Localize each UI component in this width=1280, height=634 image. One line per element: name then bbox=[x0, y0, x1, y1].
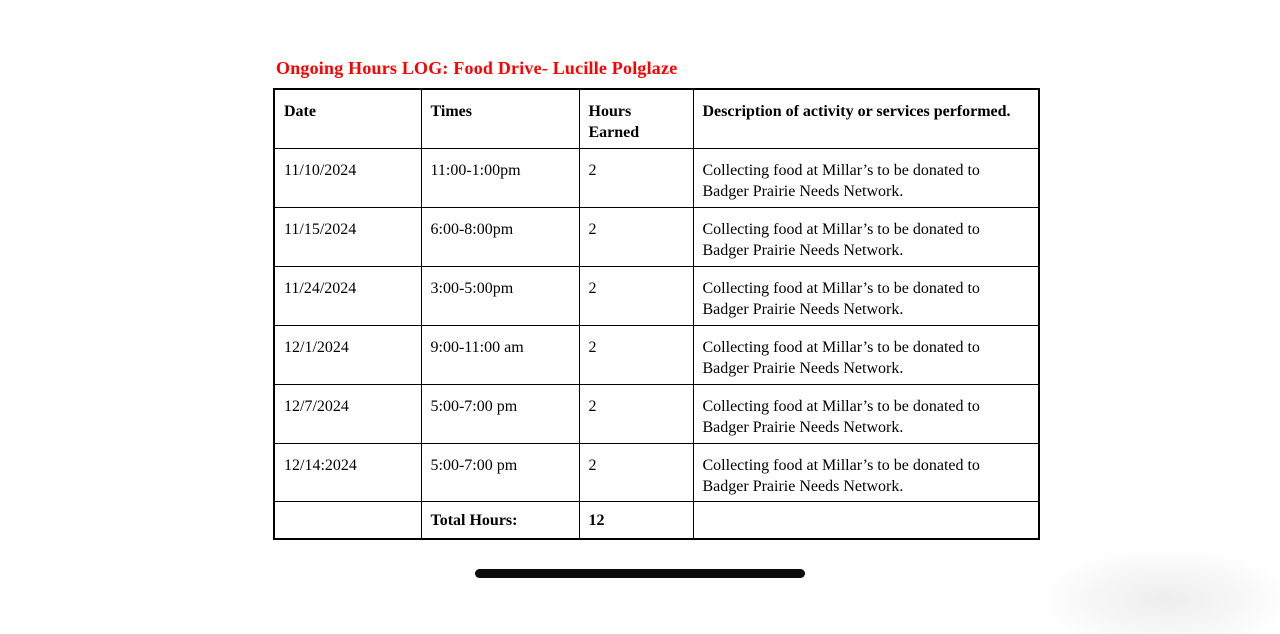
home-indicator-bar[interactable] bbox=[475, 569, 805, 578]
cell-date: 12/14:2024 bbox=[274, 443, 421, 501]
header-description: Description of activity or services performed. bbox=[693, 89, 1039, 148]
cell-times: 6:00-8:00pm bbox=[421, 207, 579, 266]
table-row bbox=[274, 266, 1039, 325]
table-row bbox=[274, 148, 1039, 207]
cell-date: 11/15/2024 bbox=[274, 207, 421, 266]
cell-description: Collecting food at Millar’s to be donated to Badger Prairie Needs Network. bbox=[693, 325, 1039, 384]
table-row bbox=[274, 443, 1039, 501]
hours-log-table bbox=[273, 88, 1040, 540]
cell-date: 11/24/2024 bbox=[274, 266, 421, 325]
total-empty-date bbox=[274, 501, 421, 539]
corner-shadow bbox=[1040, 548, 1280, 634]
cell-date: 12/7/2024 bbox=[274, 384, 421, 443]
cell-description: Collecting food at Millar’s to be donated to Badger Prairie Needs Network. bbox=[693, 384, 1039, 443]
total-row bbox=[274, 501, 1039, 539]
table-header-row bbox=[274, 89, 1039, 148]
cell-times: 3:00-5:00pm bbox=[421, 266, 579, 325]
cell-times: 5:00-7:00 pm bbox=[421, 443, 579, 501]
cell-description: Collecting food at Millar’s to be donated to Badger Prairie Needs Network. bbox=[693, 266, 1039, 325]
page-title: Ongoing Hours LOG: Food Drive- Lucille Polglaze bbox=[276, 58, 678, 78]
cell-date: 11/10/2024 bbox=[274, 148, 421, 207]
table-row bbox=[274, 207, 1039, 266]
cell-hours: 2 bbox=[579, 384, 693, 443]
cell-description: Collecting food at Millar’s to be donated to Badger Prairie Needs Network. bbox=[693, 207, 1039, 266]
cell-times: 11:00-1:00pm bbox=[421, 148, 579, 207]
cell-hours: 2 bbox=[579, 443, 693, 501]
cell-date: 12/1/2024 bbox=[274, 325, 421, 384]
total-hours-label: Total Hours: bbox=[421, 501, 579, 539]
cell-description: Collecting food at Millar’s to be donated to Badger Prairie Needs Network. bbox=[693, 148, 1039, 207]
total-empty-description bbox=[693, 501, 1039, 539]
cell-hours: 2 bbox=[579, 207, 693, 266]
header-times: Times bbox=[421, 89, 579, 148]
cell-hours: 2 bbox=[579, 266, 693, 325]
table-row bbox=[274, 384, 1039, 443]
header-hours-earned: Hours Earned bbox=[579, 89, 693, 148]
header-date: Date bbox=[274, 89, 421, 148]
table-row bbox=[274, 325, 1039, 384]
cell-hours: 2 bbox=[579, 325, 693, 384]
total-hours-value: 12 bbox=[579, 501, 693, 539]
cell-description: Collecting food at Millar’s to be donated to Badger Prairie Needs Network. bbox=[693, 443, 1039, 501]
cell-hours: 2 bbox=[579, 148, 693, 207]
cell-times: 9:00-11:00 am bbox=[421, 325, 579, 384]
cell-times: 5:00-7:00 pm bbox=[421, 384, 579, 443]
